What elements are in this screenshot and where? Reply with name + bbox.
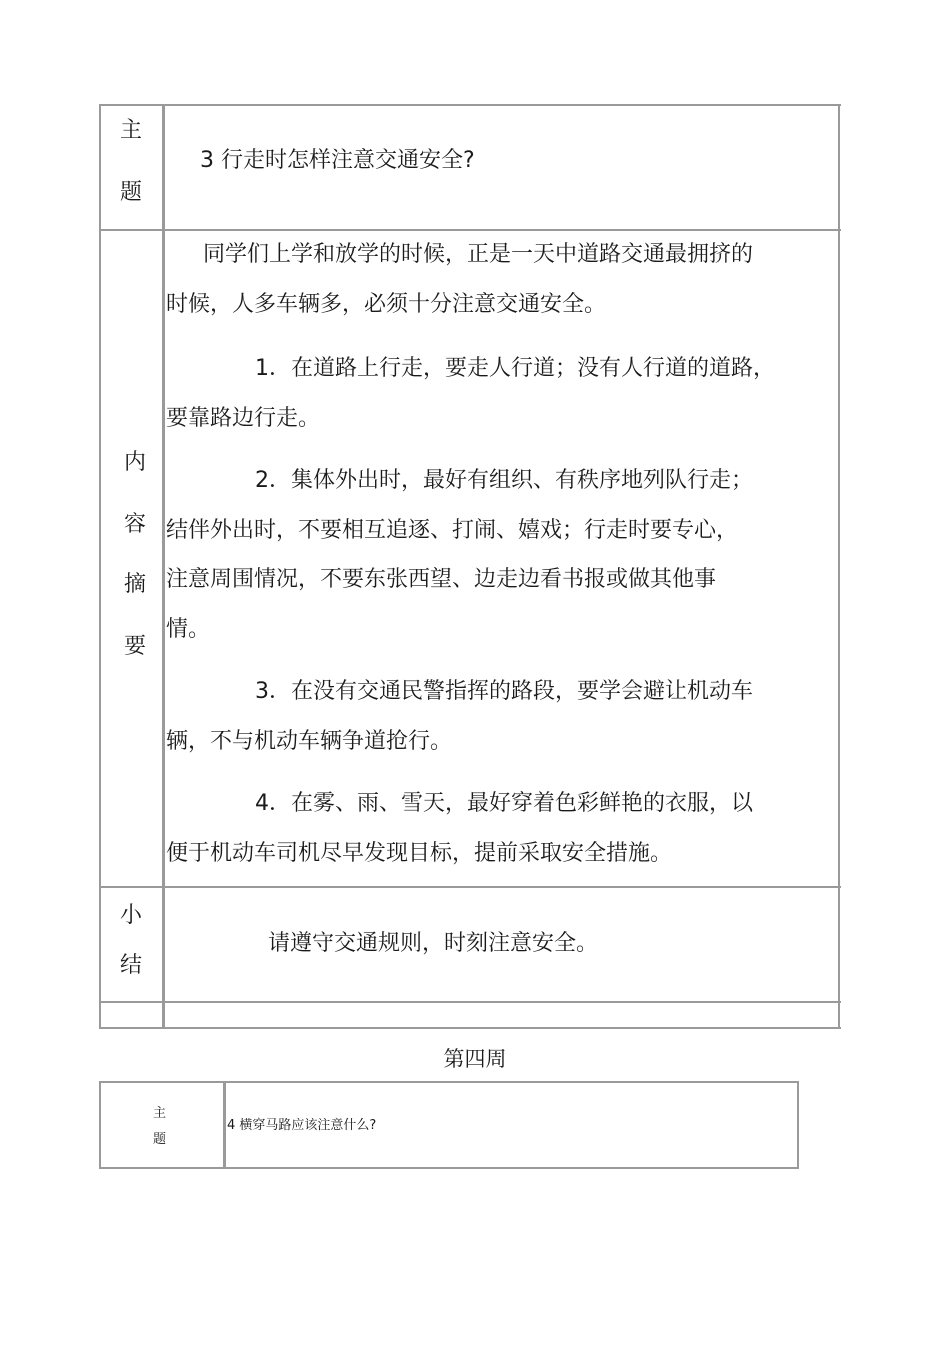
content-line: 要靠路边行走。	[166, 406, 321, 431]
table2-topic-label-char: 主	[153, 1106, 167, 1121]
content-line: 情。	[166, 617, 211, 642]
content-line: 3．在没有交通民警指挥的路段，要学会避让机动车	[255, 679, 753, 704]
topic-text: 3 行走时怎样注意交通安全?	[200, 148, 475, 173]
table2-border-bottom	[99, 1167, 799, 1169]
content-line: 便于机动车司机尽早发现目标，提前采取安全措施。	[166, 841, 673, 866]
content-label-char: 摘	[123, 572, 146, 597]
table1-row-divider-3	[99, 1001, 841, 1003]
content-line: 2．集体外出时，最好有组织、有秩序地列队行走；	[255, 468, 753, 493]
content-label-char: 内	[123, 450, 146, 475]
week-heading: 第四周	[443, 1047, 507, 1071]
table2-border-top	[99, 1081, 799, 1083]
table1-row-divider-1	[99, 229, 841, 231]
topic-label-char: 题	[119, 180, 142, 205]
table1-border-bottom	[99, 1027, 841, 1029]
content-line: 结伴外出时，不要相互追逐、打闹、嬉戏；行走时要专心，	[166, 518, 739, 543]
table1-border-right	[838, 104, 840, 1029]
content-line: 注意周围情况，不要东张西望、边走边看书报或做其他事	[166, 567, 717, 592]
table2-border-left	[99, 1081, 101, 1169]
table2-topic-label-char: 题	[153, 1132, 167, 1147]
content-label-char: 要	[123, 634, 146, 659]
table1-border-left	[99, 104, 101, 1029]
table1-column-divider	[162, 104, 165, 1029]
summary-text: 请遵守交通规则，时刻注意安全。	[268, 931, 599, 956]
table1-border-top	[99, 104, 841, 106]
table2-topic-text: 4 横穿马路应该注意什么?	[227, 1118, 377, 1133]
summary-label-char: 结	[119, 953, 142, 978]
content-line: 同学们上学和放学的时候，正是一天中道路交通最拥挤的	[203, 242, 754, 267]
content-line: 1．在道路上行走，要走人行道；没有人行道的道路，	[255, 356, 775, 381]
table2-column-divider	[223, 1081, 226, 1169]
topic-label-char: 主	[119, 118, 142, 143]
content-line: 4．在雾、雨、雪天，最好穿着色彩鲜艳的衣服，以	[255, 791, 753, 816]
content-label-char: 容	[123, 512, 146, 537]
table1-row-divider-2	[99, 886, 841, 888]
content-line: 时候，人多车辆多，必须十分注意交通安全。	[166, 292, 607, 317]
table2-border-right	[797, 1081, 799, 1169]
content-line: 辆，不与机动车辆争道抢行。	[166, 729, 453, 754]
summary-label-char: 小	[119, 903, 142, 928]
